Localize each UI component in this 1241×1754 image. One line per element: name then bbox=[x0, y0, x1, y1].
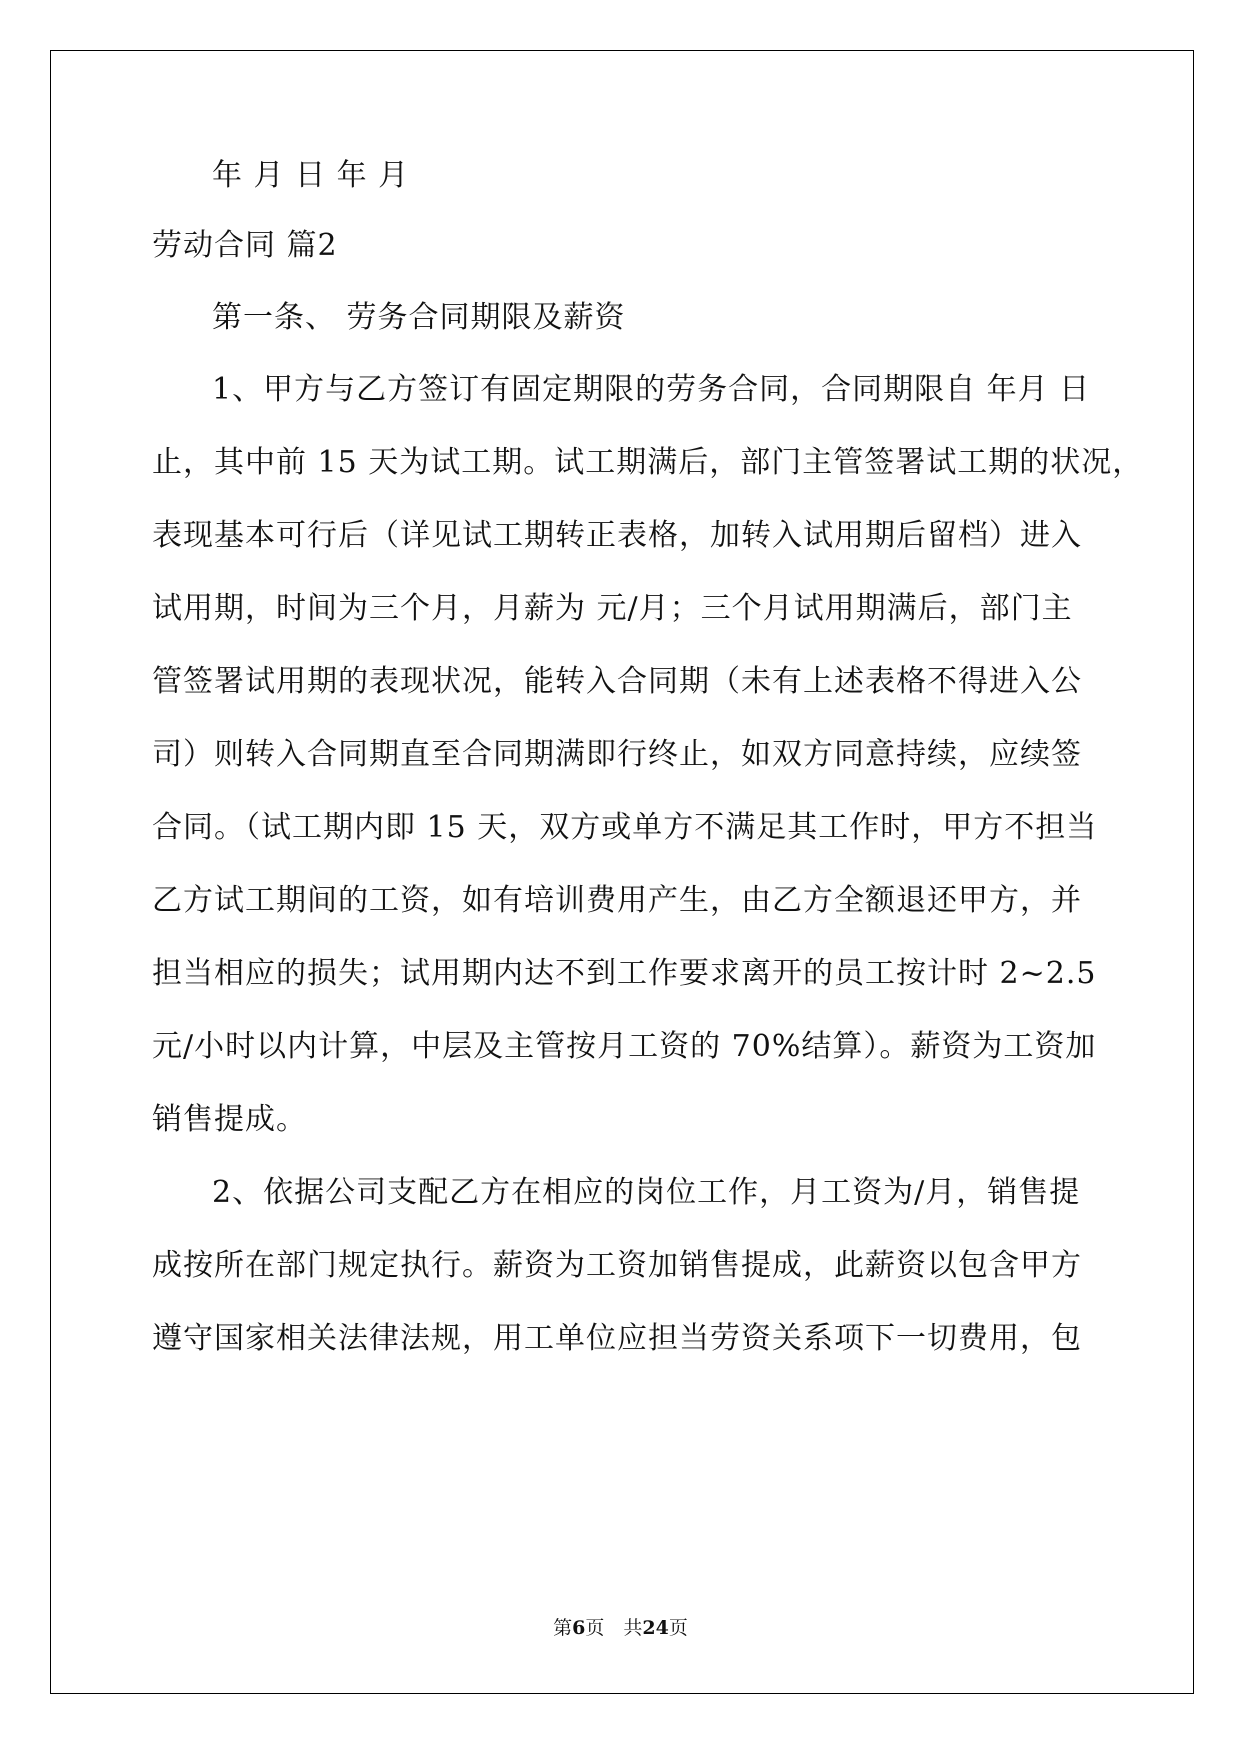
current-page-number: 6 bbox=[572, 1617, 586, 1639]
paragraph-line: 试用期，时间为三个月，月薪为 元/月；三个月试用期满后，部门主 bbox=[152, 591, 1073, 626]
paragraph-line: 销售提成。 bbox=[152, 1102, 307, 1137]
section-heading: 劳动合同 篇2 bbox=[152, 228, 338, 263]
paragraph-line: 表现基本可行后（详见试工期转正表格，加转入试用期后留档）进入 bbox=[152, 518, 1082, 553]
date-line: 年 月 日 年 月 bbox=[212, 158, 410, 193]
paragraph-line: 司）则转入合同期直至合同期满即行终止，如双方同意持续，应续签 bbox=[152, 737, 1082, 772]
paragraph-line: 2、依据公司支配乙方在相应的岗位工作，月工资为/月，销售提 bbox=[212, 1175, 1081, 1210]
paragraph-line: 管签署试用期的表现状况，能转入合同期（未有上述表格不得进入公 bbox=[152, 664, 1082, 699]
paragraph-line: 合同。（试工期内即 15 天，双方或单方不满足其工作时，甲方不担当 bbox=[152, 810, 1098, 845]
page-border bbox=[50, 50, 1194, 1694]
page-number-footer bbox=[0, 1616, 1241, 1640]
paragraph-line: 元/小时以内计算，中层及主管按月工资的 70%结算）。薪资为工资加 bbox=[152, 1029, 1097, 1064]
footer-suffix: 页 bbox=[668, 1617, 688, 1639]
footer-prefix: 第 bbox=[553, 1617, 573, 1639]
paragraph-line: 担当相应的损失；试用期内达不到工作要求离开的员工按计时 2~2.5 bbox=[152, 956, 1097, 991]
paragraph-line: 乙方试工期间的工资，如有培训费用产生，由乙方全额退还甲方，并 bbox=[152, 883, 1082, 918]
total-page-count: 24 bbox=[642, 1617, 669, 1639]
paragraph-line: 成按所在部门规定执行。薪资为工资加销售提成，此薪资以包含甲方 bbox=[152, 1248, 1082, 1283]
article-heading: 第一条、 劳务合同期限及薪资 bbox=[212, 300, 626, 335]
paragraph-line: 止，其中前 15 天为试工期。试工期满后，部门主管签署试工期的状况， bbox=[152, 445, 1144, 480]
paragraph-line: 1、甲方与乙方签订有固定期限的劳务合同，合同期限自 年月 日 bbox=[212, 372, 1091, 407]
paragraph-line: 遵守国家相关法律法规，用工单位应担当劳资关系项下一切费用，包 bbox=[152, 1321, 1082, 1356]
footer-middle: 页 共 bbox=[585, 1617, 643, 1639]
